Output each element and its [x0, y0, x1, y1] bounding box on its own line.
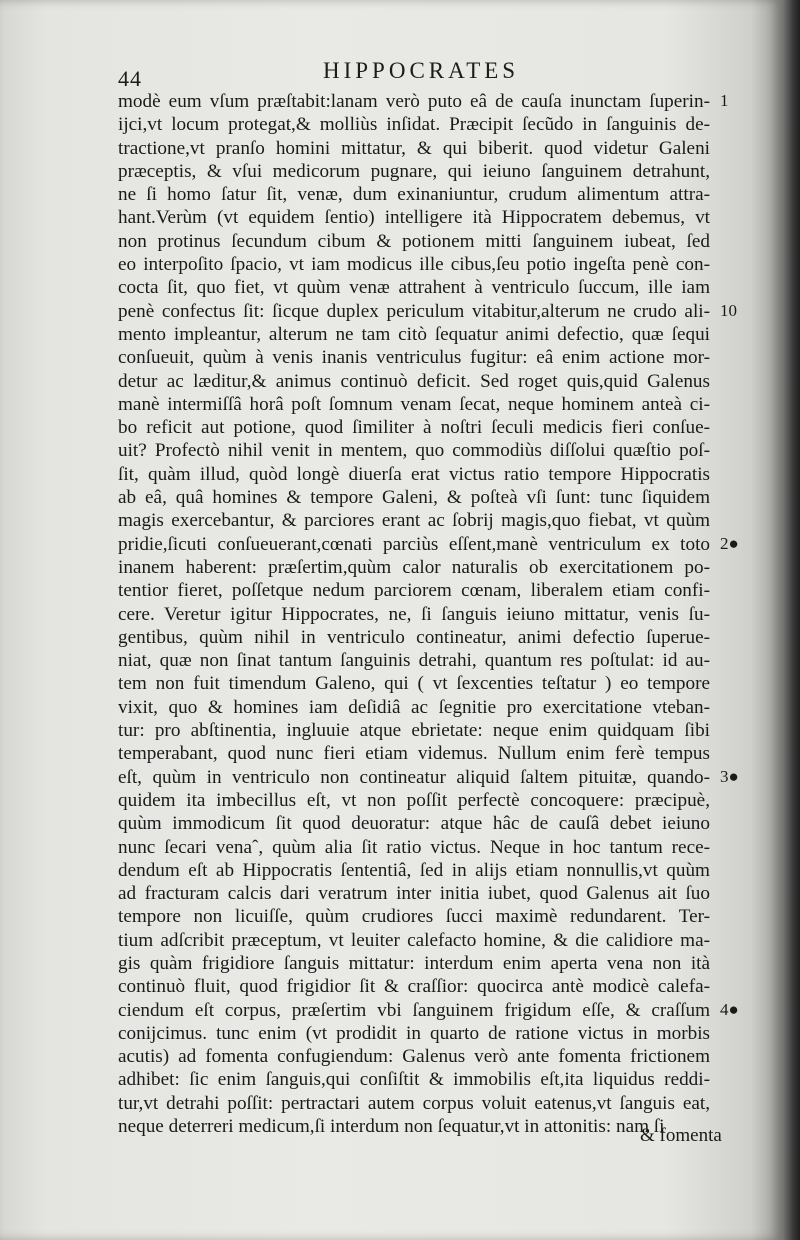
text-line: tur,vt detrahi poſſit: pertractari autem corpus voluit eatenus,vt ſanguis eat,	[118, 1092, 710, 1114]
text-line: pridie,ſicuti conſueuerant,cœnati parciùs eſſent,manè ventriculum ex toto	[118, 533, 710, 555]
text-line: detur ac læditur,& animus continuò deficit. Sed roget quis,quid Galenus	[118, 370, 710, 392]
text-line: tem non fuit timendum Galeno, qui ( vt ſexcenties teſtatur ) eo tempore	[118, 673, 710, 695]
text-line: ne ſi homo ſatur ſit, venæ, dum exinaniuntur, crudum alimentum attra-	[118, 184, 710, 206]
page-number: 44	[118, 66, 142, 91]
body-text	[118, 90, 710, 1138]
text-line: acutis) ad fomenta confugiendum: Galenus verò ante fomenta frictionem	[118, 1046, 710, 1068]
text-line: gentibus, quùm nihil in ventriculo contineatur, animi defectio ſuperue-	[118, 626, 710, 648]
margin-line-number: 2●	[720, 533, 739, 553]
text-line: mento impleantur, alterum ne tam citò ſequatur animi defectio, quæ ſequi	[118, 323, 710, 345]
page-edge-shadow	[782, 0, 800, 1240]
text-line: gis quàm frigidiore ſanguis mittatur: interdum enim aperta vena non ità	[118, 952, 710, 974]
text-line: ijci,vt locum protegat,& molliùs inſidat. Præcipit ſecũdo in ſanguinis de-	[118, 114, 710, 136]
text-line: non protinus ſecundum cibum & potionem mitti ſanguinem iubeat, ſed	[118, 230, 710, 252]
text-line: ad fracturam calcis dari veratrum inter initia iubet, quod Galenus ait ſuo	[118, 883, 710, 905]
text-line: tempore non licuiſſe, quùm crudiores ſucci maximè redundarent. Ter-	[118, 906, 710, 928]
text-line: cocta ſit, quo fiet, vt quùm venæ attrahent à ventriculo ſuccum, ille iam	[118, 277, 710, 299]
text-line: temperabant, quod nunc fieri etiam videmus. Nullum enim ferè tempus	[118, 743, 710, 765]
text-line: uit? Profectò nihil venit in mentem, quo commodiùs diſſolui quæſtio poſ-	[118, 440, 710, 462]
text-line: eo interpoſito ſpacio, vt iam modicus ille cibus,ſeu potio ingeſta penè con-	[118, 254, 710, 276]
text-line: magis exercebantur, & parciores erant ac ſobrij magis,quo fiebat, vt quùm	[118, 510, 710, 532]
text-line: bo reficit aut potione, quod ſimiliter à noſtri ſeculi medicis fieri conſue-	[118, 417, 710, 439]
margin-line-number: 1	[720, 91, 729, 110]
text-line: tur: pro abſtinentia, ingluuie atque ebrietate: neque enim quidquam ſibi	[118, 720, 710, 742]
text-line: vixit, quo & homines iam deſidiâ ac ſegnitie pro exercitatione vteban-	[118, 696, 710, 718]
running-title: HIPPOCRATES	[323, 58, 520, 83]
text-line: ciendum eſt corpus, præſertim vbi ſanguinem frigidum eſſe, & craſſum	[118, 999, 710, 1021]
text-line: cere. Veretur igitur Hippocrates, ne, ſi ſanguis ieiuno mittatur, venis ſu-	[118, 603, 710, 625]
text-line: dendum eſt ab Hippocratis ſententiâ, ſed in alijs etiam nonnullis,vt quùm	[118, 859, 710, 881]
text-line: quidem ita imbecillus eſt, vt non poſſit perfectè concoquere: præcipuè,	[118, 789, 710, 811]
text-line: eſt, quùm in ventriculo non contineatur aliquid ſaltem pituitæ, quando-	[118, 766, 710, 788]
text-line: penè confectus ſit: ſicque duplex periculum vitabitur,alterum ne crudo ali-	[118, 300, 710, 322]
text-line: hant.Verùm (vt equidem ſentio) intelligere ità Hippocratem debemus, vt	[118, 207, 710, 229]
text-line: adhibet: ſic enim ſanguis,qui conſiſtit & immobilis eſt,ita liquidus reddi-	[118, 1069, 710, 1091]
text-line: continuò fluit, quod frigidior ſit & craſſior: quocirca antè modicè calefa-	[118, 976, 710, 998]
text-line: niat, quæ non ſinat tantum ſanguinis detrahi, quantum res poſtulat: id au-	[118, 650, 710, 672]
text-line: nunc ſecari venaˆ, quùm alia ſit ratio victus. Neque in hoc tantum rece-	[118, 836, 710, 858]
margin-line-number: 4●	[720, 999, 739, 1019]
text-line: præceptis, & vſui medicorum pugnare, qui ieiuno ſanguinem detrahunt,	[118, 160, 710, 182]
text-line: quùm immodicum ſit quod deuoratur: atque hâc de cauſâ debet ieiuno	[118, 813, 710, 835]
text-line: neque deterreri medicum,ſi interdum non ſequatur,vt in attonitis: nam ſi	[118, 1116, 665, 1138]
margin-line-number: 3●	[720, 766, 739, 786]
text-line: conijcimus. tunc enim (vt prodidit in quarto de ratione victus in morbis	[118, 1022, 710, 1044]
text-line: modè eum vſum præſtabit:lanam verò puto eâ de cauſa inunctam ſuperin-	[118, 91, 710, 112]
catchword: & fomenta	[640, 1125, 722, 1146]
text-line: manè intermiſſâ horâ poſt ſomnum venam ſecat, neque hominem anteà ci-	[118, 393, 710, 415]
text-line: tentior fieret, poſſetque nedum parciorem cœnam, liberalem etiam confi-	[118, 580, 710, 602]
margin-line-number: 10	[720, 300, 737, 320]
text-line: ſit, quàm illud, quòd longè diuerſa erat victus ratio tempore Hippocratis	[118, 463, 710, 485]
text-line: tium adſcribit præceptum, vt leuiter calefacto homine, & die calidiore ma-	[118, 929, 710, 951]
text-line: inanem haberent: præſertim,quùm calor naturalis ob exercitationem po-	[118, 556, 710, 578]
text-line: tractione,vt pranſo homini mittatur, & qui biberit. quod videtur Galeni	[118, 137, 710, 159]
text-line: ab eâ, quâ homines & tempore Galeni, & poſteà vſi ſunt: tunc ſiquidem	[118, 487, 710, 509]
page-header	[118, 58, 678, 91]
text-line: conſueuit, quùm à venis inanis ventriculus fugitur: eâ enim actione mor-	[118, 347, 710, 369]
